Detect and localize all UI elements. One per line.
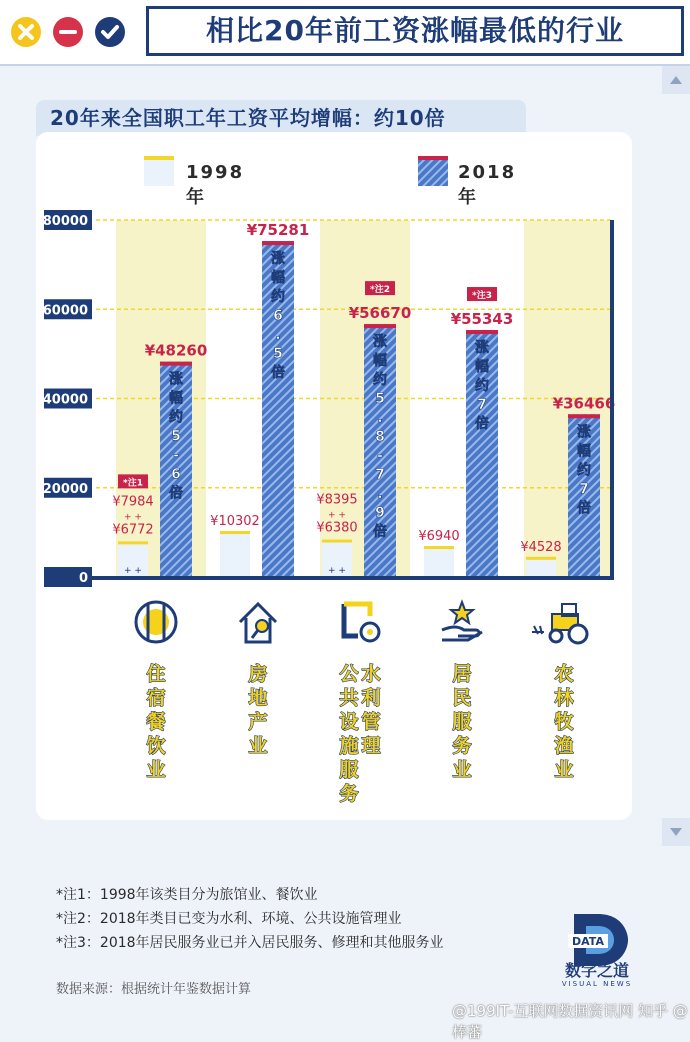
growth-char: 5 [171,428,181,445]
growth-char: 5 [375,391,385,408]
data-source: 数据来源：根据统计年鉴数据计算 [56,982,252,997]
category-label-char: 共 [339,687,359,709]
page-title: 相比20年前工资涨幅最低的行业 [206,14,624,47]
bar-1998-cap [322,540,352,543]
triangle-down-icon [662,818,690,846]
logo-name: 数字之道 [564,961,629,980]
growth-char: 倍 [475,416,489,433]
category-label-char: 民 [452,687,472,709]
tractor-icon [532,604,587,643]
bar-2018-cap [160,362,192,366]
bar-1998 [220,531,250,577]
category-label-char: 务 [339,783,359,805]
note-marker: *注1 [123,478,143,489]
bar-1998-cap [220,531,250,534]
growth-char: 幅 [577,443,591,460]
chart-subtitle: 20年来全国职工年工资平均增幅：约10倍 [50,106,446,130]
category-label-char: 饮 [146,735,166,757]
category-label-char: 农 [554,663,574,685]
bar-2018-cap [466,330,498,334]
category-label-char: 服 [452,711,472,733]
value-label-1998-alt: ¥6772 [112,522,154,538]
category-label-char: 房 [248,663,268,685]
y-tick-label: 0 [78,571,88,586]
house-key-icon [240,604,276,642]
water-pipe-icon [344,604,379,641]
growth-char: 9 [375,505,385,522]
category-label-char: 施 [339,735,359,757]
y-tick-label: 40000 [42,392,88,408]
growth-char: 6 [273,308,283,325]
legend-label-2018: 2018年 [458,162,517,208]
growth-char: 约 [373,372,387,389]
growth-char: 倍 [577,500,591,517]
growth-char: 5 [273,346,283,363]
growth-char: 6 [171,466,181,483]
note-marker: *注2 [370,285,390,296]
category-label-char: 业 [452,759,472,781]
hand-star-icon [442,602,482,640]
bar-1998-cap [526,557,556,560]
growth-char: 涨 [271,251,285,268]
bar-1998 [526,557,556,577]
note-1: *注1：1998年该类目分为旅馆业、餐饮业 [56,887,318,903]
growth-char: 倍 [169,485,183,502]
bar-1998 [424,546,454,577]
bar-1998-cap [424,546,454,549]
category-label-char: 设 [339,711,359,733]
growth-char: 涨 [577,424,591,441]
value-label-2018: ¥55343 [450,310,514,329]
category-label-char: 务 [452,735,472,757]
category-label-char: 产 [248,711,268,733]
category-label-char: 服 [339,759,359,781]
value-label-2018: ¥75281 [246,221,310,240]
value-label-2018: ¥36466 [552,394,616,413]
growth-char: - [377,448,383,465]
category-label-char: 宿 [146,687,166,709]
category-label-char: 利 [361,687,381,709]
category-label-char: 管 [361,711,381,733]
logo-sub: VISUAL NEWS [561,980,633,988]
bar-2018-cap [262,241,294,245]
growth-char: . [377,486,383,503]
growth-char: 8 [375,429,385,446]
dining-icon [136,602,176,642]
value-connector: + + [328,566,346,576]
value-connector: + + [124,512,142,523]
logo-badge: DATA [572,935,604,948]
growth-char: 约 [271,289,285,306]
bar-2018-cap [568,414,600,418]
category-label-char: 居 [452,663,472,685]
value-label-2018: ¥56670 [348,304,412,323]
scroll-down-button[interactable] [662,818,690,846]
growth-char: 约 [475,378,489,395]
growth-char: . [275,327,281,344]
value-label-2018: ¥48260 [144,341,208,360]
value-label-1998: ¥7984 [112,494,154,510]
value-label-1998: ¥4528 [520,539,562,555]
category-label-char: 业 [146,759,166,781]
growth-char: 涨 [475,340,489,357]
growth-char: 幅 [475,359,489,376]
category-label-char: 水 [361,663,381,685]
category-label-char: 地 [248,687,268,709]
category-label-char: 业 [554,759,574,781]
category-label-char: 住 [146,663,166,685]
growth-char: 倍 [271,365,285,382]
y-tick-label: 80000 [42,214,88,229]
growth-char: 7 [477,397,487,414]
value-label-1998: ¥6940 [418,529,460,545]
note-3: *注3：2018年居民服务业已并入居民服务、修理和其他服务业 [56,935,444,951]
note-marker: *注3 [472,291,492,302]
value-connector: + + [124,566,142,576]
growth-char: 幅 [373,353,387,370]
category-label-char: 理 [361,735,381,757]
category-label-char: 渔 [554,735,574,757]
category-label-char: 公 [339,663,359,685]
growth-char: 涨 [373,334,387,351]
growth-char: 倍 [373,524,387,541]
category-label-char: 业 [248,735,268,757]
value-label-1998-alt: ¥6380 [316,520,358,536]
legend-label-1998: 1998年 [186,162,245,208]
watermark: @199IT-互联网数据资讯网 知乎 @棒蕃 [452,1002,688,1041]
growth-char: . [377,410,383,427]
value-label-1998: ¥10302 [210,514,260,530]
y-tick-label: 60000 [42,303,88,319]
growth-char: 涨 [169,371,183,388]
growth-char: 约 [577,462,591,479]
value-connector: + + [328,510,346,521]
category-label-char: 餐 [146,711,166,733]
bar-2018-cap [364,324,396,328]
category-label-char: 牧 [554,711,574,733]
bar-1998-cap [118,541,148,544]
value-label-1998: ¥8395 [316,492,358,508]
growth-char: - [173,447,179,464]
y-tick-label: 20000 [42,481,88,497]
category-label-char: 林 [554,687,574,709]
note-2: *注2：2018年类目已变为水利、环境、公共设施管理业 [56,911,402,927]
growth-char: 7 [375,467,385,484]
growth-char: 幅 [169,390,183,407]
growth-char: 约 [169,409,183,426]
growth-char: 幅 [271,270,285,287]
growth-char: 7 [579,481,589,498]
